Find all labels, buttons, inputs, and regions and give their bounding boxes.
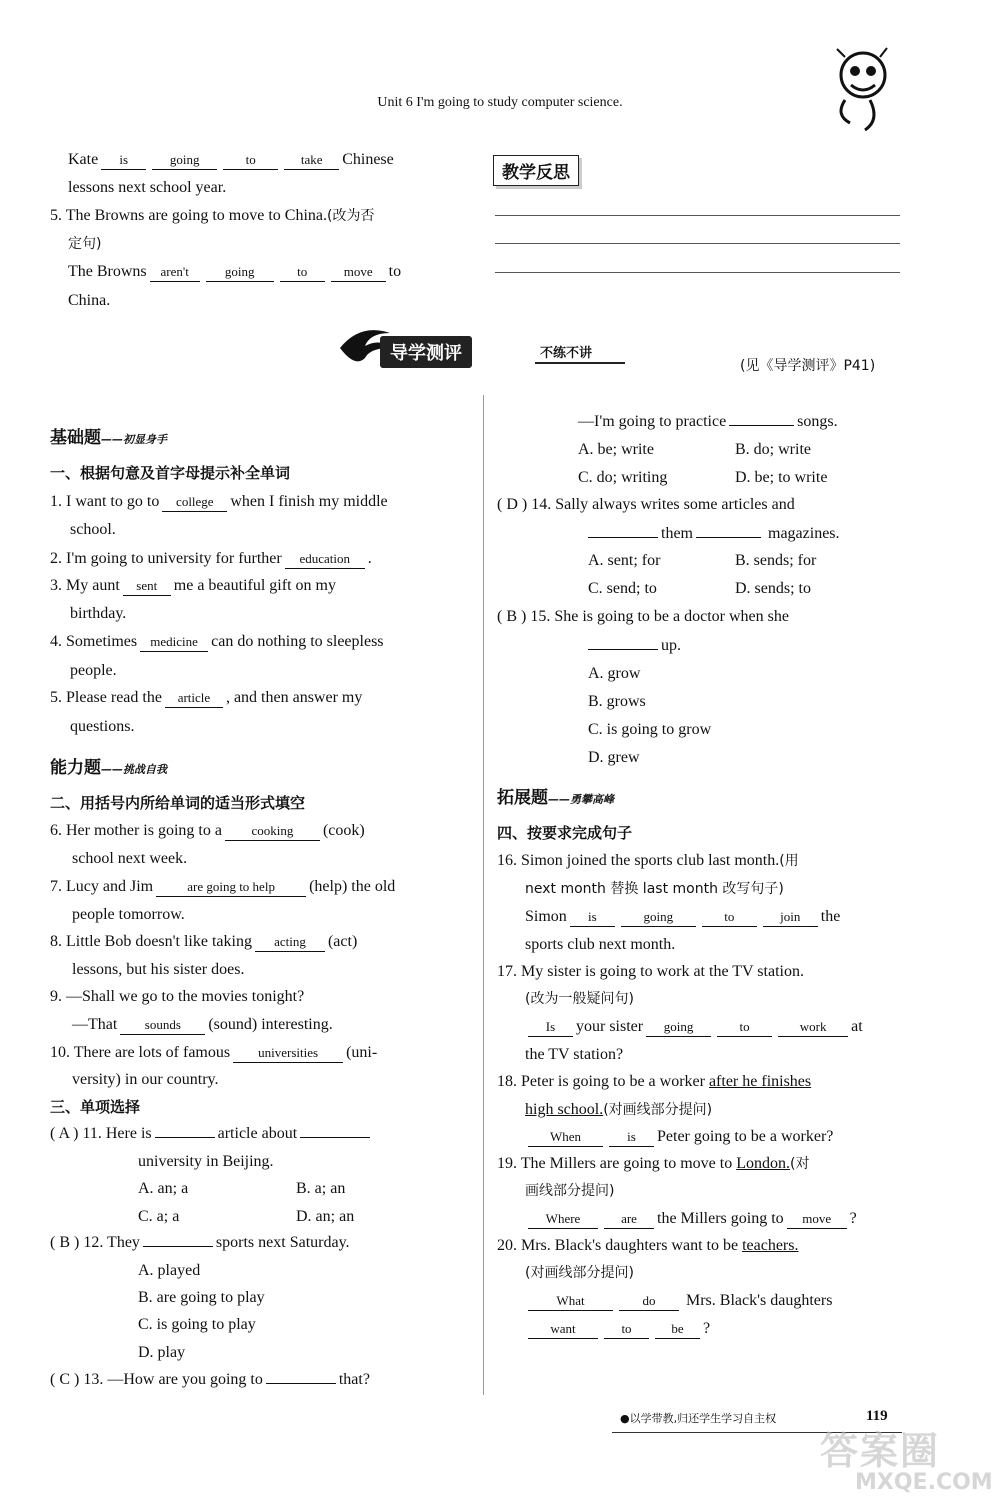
answer-blank[interactable]: medicine [140, 633, 208, 652]
option[interactable]: C. do; writing [578, 469, 668, 486]
option[interactable]: A. played [138, 1262, 201, 1279]
answer-blank[interactable]: sounds [120, 1016, 205, 1035]
answer-blank[interactable]: move [787, 1210, 847, 1229]
answer-blank[interactable]: work [778, 1018, 848, 1037]
page-number: 119 [866, 1408, 888, 1424]
answer-blank[interactable]: want [528, 1320, 598, 1339]
option[interactable]: D. grew [588, 749, 640, 766]
answer-blank[interactable]: going [152, 151, 217, 170]
q4-answer-line: Kate is going to take Chinese [68, 151, 394, 168]
q20-answer-line: What do Mrs. Black's daughters [525, 1287, 832, 1315]
question-2: 2. I'm going to university for further education . [50, 550, 372, 567]
divider [535, 362, 625, 364]
q18-answer-line: When is Peter going to be a worker? [525, 1123, 833, 1151]
text-line: sports club next month. [525, 936, 676, 953]
option[interactable]: D. be; to write [735, 469, 828, 486]
answer-blank[interactable]: college [162, 493, 227, 512]
instruction: next month 替换 last month 改写句子) [525, 881, 784, 897]
question-1: 1. I want to go to college when I finish my middle [50, 493, 388, 510]
answer-blank[interactable] [143, 1246, 213, 1247]
question-13: ( C ) 13. —How are you going to that? [50, 1371, 370, 1388]
question-5: 5. Please read the article , and then answer my [50, 689, 363, 706]
answer-blank[interactable]: to [702, 908, 757, 927]
text-line: versity) in our country. [72, 1071, 219, 1088]
answer-blank[interactable]: When [528, 1128, 603, 1147]
q17-answer-line: Is your sister going to work at [525, 1013, 863, 1041]
q16-answer-line: Simon is going to join the [525, 908, 841, 925]
answer-blank[interactable]: acting [255, 933, 325, 952]
answer-blank[interactable] [588, 537, 658, 538]
question-3: 3. My aunt sent me a beautiful gift on my [50, 577, 336, 594]
q5-answer-line: The Browns aren't going to move to [68, 263, 402, 280]
level-extension: 拓展题——勇攀高峰 [497, 788, 614, 808]
question-10: 10. There are lots of famous universities (uni- [50, 1044, 378, 1061]
question-12: ( B ) 12. They sports next Saturday. [50, 1234, 350, 1251]
answer-blank[interactable] [729, 425, 794, 426]
text-line: school next week. [72, 850, 188, 867]
text-line: questions. [70, 718, 135, 735]
answer-blank[interactable]: is [101, 151, 146, 170]
watermark-logo: 答案圈 [820, 1429, 941, 1473]
question-18: 18. Peter is going to be a worker after he finishes [497, 1073, 812, 1090]
answer-blank[interactable]: article [165, 689, 223, 708]
text-line: university in Beijing. [138, 1153, 274, 1170]
q14-line2: them magazines. [585, 520, 840, 548]
column-divider [483, 395, 484, 1395]
option[interactable]: D. sends; to [735, 580, 811, 597]
answer-blank[interactable]: going [646, 1018, 711, 1037]
reflection-title: 教学反思 [493, 155, 579, 186]
footer-motto: ●以学带教,归还学生学习自主权 [620, 1412, 777, 1425]
answer-blank[interactable]: to [604, 1320, 649, 1339]
answer-blank[interactable]: to [280, 263, 325, 282]
answer-blank[interactable]: join [763, 908, 818, 927]
question-5: 5. The Browns are going to move to China.(改为否 [50, 207, 375, 224]
instruction: (改为一般疑问句) [525, 991, 634, 1007]
option[interactable]: C. is going to play [138, 1316, 256, 1333]
question-19: 19. The Millers are going to move to London.(对 [497, 1155, 810, 1172]
reference-note: (见《导学测评》P41) [740, 358, 876, 374]
question-7: 7. Lucy and Jim are going to help (help) the old [50, 878, 396, 895]
text-line: China. [68, 292, 111, 309]
question-16: 16. Simon joined the sports club last month.(用 [497, 852, 799, 869]
instruction: 定句) [68, 236, 102, 252]
question-20: 20. Mrs. Black's daughters want to be teachers. [497, 1237, 799, 1254]
option[interactable]: B. do; write [735, 441, 811, 458]
question-9: 9. —Shall we go to the movies tonight? [50, 988, 305, 1005]
section-heading: 一、根据句意及首字母提示补全单词 [50, 464, 291, 482]
answer-blank[interactable]: is [570, 908, 615, 927]
answer-blank[interactable]: sent [123, 577, 171, 596]
text-line: the TV station? [525, 1046, 624, 1063]
question-15: ( B ) 15. She is going to be a doctor when she [497, 608, 789, 625]
answer-blank[interactable]: education [285, 550, 365, 569]
reflection-line[interactable] [495, 272, 900, 273]
option[interactable]: B. a; an [296, 1180, 346, 1197]
answer-blank[interactable]: What [528, 1292, 613, 1311]
question-17: 17. My sister is going to work at the TV station. [497, 963, 804, 980]
answer-blank[interactable]: is [609, 1128, 654, 1147]
mascot-icon [825, 45, 895, 135]
answer-blank[interactable]: to [717, 1018, 772, 1037]
text-line: people tomorrow. [72, 906, 185, 923]
text-line: people. [70, 662, 117, 679]
banner-subtitle: 不练不讲 [540, 346, 593, 361]
banner-title: 导学测评 [380, 336, 472, 368]
q20-answer-line2: want to be ? [525, 1315, 710, 1343]
answer-blank[interactable] [300, 1137, 370, 1138]
option[interactable]: D. play [138, 1344, 186, 1361]
q15-line2: up. [585, 632, 681, 660]
option[interactable]: A. an; a [138, 1180, 189, 1197]
reflection-line[interactable] [495, 243, 900, 244]
answer-blank[interactable]: going [621, 908, 696, 927]
section-heading: 三、单项选择 [50, 1098, 141, 1116]
option[interactable]: B. grows [588, 693, 646, 710]
text-line: lessons, but his sister does. [72, 961, 245, 978]
answer-blank[interactable]: Where [528, 1210, 598, 1229]
instruction: (对画线部分提问) [525, 1265, 634, 1281]
option[interactable]: A. sent; for [588, 552, 661, 569]
instruction: 画线部分提问) [525, 1183, 615, 1199]
reflection-line[interactable] [495, 215, 900, 216]
text-line: birthday. [70, 605, 127, 622]
text-line: school. [70, 521, 116, 538]
question-6: 6. Her mother is going to a cooking (cook) [50, 822, 365, 839]
answer-blank[interactable]: are [604, 1210, 654, 1229]
section-heading: 二、用括号内所给单词的适当形式填空 [50, 794, 306, 812]
option[interactable]: D. an; an [296, 1208, 355, 1225]
answer-blank[interactable]: cooking [225, 822, 320, 841]
answer-blank[interactable]: move [331, 263, 386, 282]
option[interactable]: C. a; a [138, 1208, 180, 1225]
level-basic: 基础题——初显身手 [50, 428, 167, 448]
q13-continuation: —I'm going to practice songs. [578, 413, 838, 430]
question-4: 4. Sometimes medicine can do nothing to sleepless [50, 633, 384, 650]
answer-blank[interactable]: do [619, 1292, 679, 1311]
level-ability: 能力题——挑战自我 [50, 758, 167, 778]
answer-blank[interactable]: are going to help [156, 878, 306, 897]
watermark-url: MXQE.COM [855, 1470, 993, 1495]
section-banner [335, 318, 625, 374]
answer-blank[interactable]: take [284, 151, 339, 170]
option[interactable]: C. is going to grow [588, 721, 712, 738]
q9-answer-line: —That sounds (sound) interesting. [72, 1016, 333, 1033]
page-header: Unit 6 I'm going to study computer science. [377, 95, 623, 110]
q19-answer-line: Where are the Millers going to move ? [525, 1205, 857, 1233]
option[interactable]: C. send; to [588, 580, 657, 597]
answer-blank[interactable]: universities [233, 1044, 343, 1063]
question-8: 8. Little Bob doesn't like taking acting (act) [50, 933, 358, 950]
answer-blank[interactable]: be [655, 1320, 700, 1339]
option[interactable]: B. sends; for [735, 552, 817, 569]
question-11: ( A ) 11. Here is article about [50, 1120, 373, 1148]
answer-blank[interactable] [696, 537, 761, 538]
answer-blank[interactable]: aren't [150, 263, 200, 282]
q18-line2: high school.(对画线部分提问) [525, 1101, 713, 1118]
answer-blank[interactable]: going [206, 263, 274, 282]
answer-blank[interactable]: Is [528, 1018, 573, 1037]
answer-blank[interactable] [266, 1383, 336, 1384]
text-line: lessons next school year. [68, 179, 227, 196]
section-heading: 四、按要求完成句子 [497, 824, 633, 842]
option[interactable]: A. be; write [578, 441, 654, 458]
answer-blank[interactable] [155, 1137, 215, 1138]
answer-blank[interactable] [588, 649, 658, 650]
answer-blank[interactable]: to [223, 151, 278, 170]
option[interactable]: A. grow [588, 665, 641, 682]
option[interactable]: B. are going to play [138, 1289, 265, 1306]
question-14: ( D ) 14. Sally always writes some articles and [497, 496, 795, 513]
